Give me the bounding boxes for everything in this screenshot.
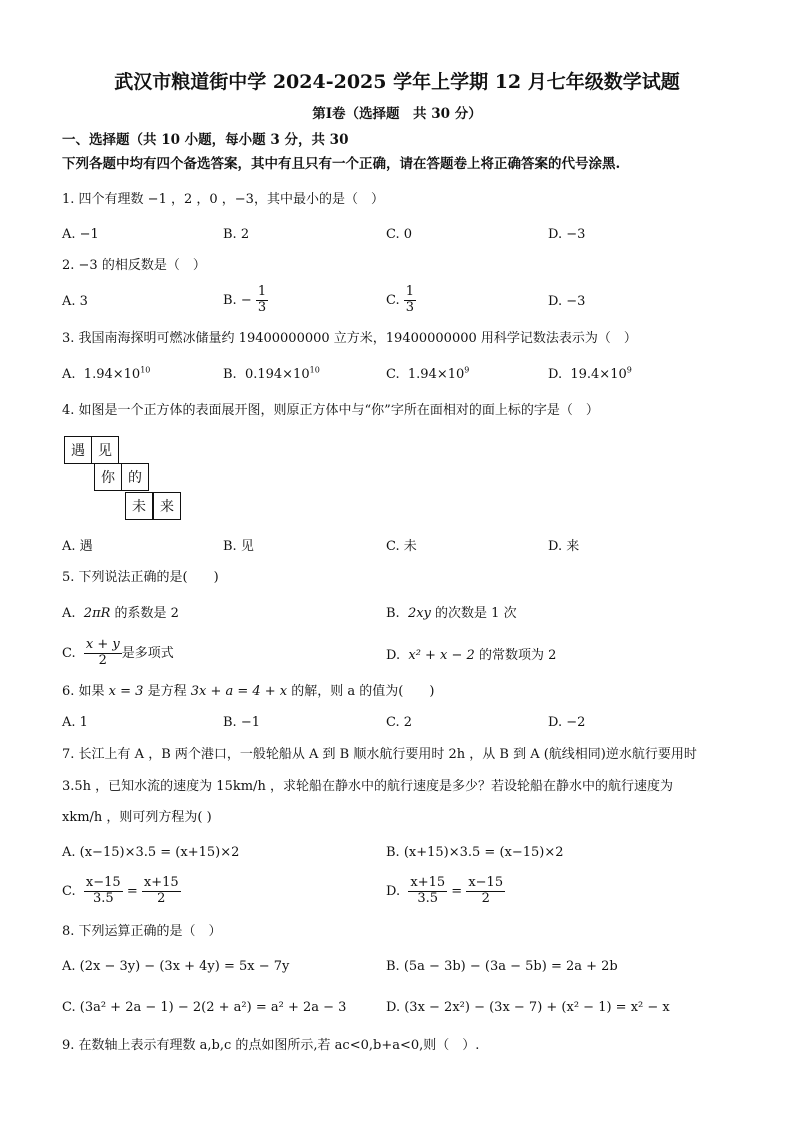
q2-option-d: D. −3: [548, 294, 586, 309]
q3-b-exp: 10: [309, 365, 320, 375]
q5-d-label: D.: [386, 648, 401, 663]
q4-option-b: B. 见: [223, 539, 254, 554]
fraction-numerator: x−15: [468, 875, 504, 890]
q3-b-label: B.: [223, 367, 237, 382]
q2-option-b: [223, 285, 268, 316]
q3-d-base: 19.4×10: [570, 367, 627, 382]
q4-option-c: C. 未: [386, 539, 417, 554]
page-title: 武汉市粮道街中学 2024-2025 学年上学期 12 月七年级数学试题: [114, 71, 680, 93]
q2-option-c-fraction: [404, 285, 416, 316]
fraction-denominator: 2: [98, 652, 107, 668]
question-2-stem: 2. −3 的相反数是（ ）: [62, 258, 206, 273]
cube-face-4: 的: [121, 463, 149, 491]
q7-d-fraction-left: [408, 876, 447, 907]
q7-c-fraction-right: [142, 876, 181, 907]
q1-stem-b: ，其中最小的是（ ）: [253, 192, 384, 207]
question-5-stem: 5. 下列说法正确的是( ): [62, 570, 219, 585]
section-heading: 一、选择题（共 10 小题，每小题 3 分，共 30: [62, 132, 349, 148]
q8-option-a: A. (2x − 3y) − (3x + 4y) = 5x − 7y: [62, 959, 290, 974]
q1-stem-a: 1. 四个有理数: [62, 192, 148, 207]
q5-c-label: C.: [62, 645, 76, 661]
q7-c-label: C.: [62, 883, 76, 899]
q8-option-b: B. (5a − 3b) − (3a − 5b) = 2a + 2b: [386, 959, 618, 974]
q3-a-label: A.: [62, 367, 76, 382]
q5-d-text: 的常数项为 2: [474, 648, 557, 663]
q3-d-label: D.: [548, 367, 563, 382]
q2-option-c: [386, 285, 416, 316]
q3-option-c: [386, 365, 470, 382]
q3-c-base: 1.94×10: [407, 367, 465, 382]
fraction-numerator: x + y: [85, 637, 120, 652]
q6-option-c: C. 2: [386, 715, 413, 730]
q5-option-a: [62, 607, 179, 620]
equals-sign: =: [451, 883, 463, 899]
question-7-line-2: 3.5h ，已知水流的速度为 15km/h ，求轮船在静水中的航行速度是多少？若设轮船在静水中的航行速度为: [62, 779, 673, 794]
q3-option-b: [223, 365, 320, 382]
q2-option-c-label: C.: [386, 292, 400, 308]
question-3-stem: 3. 我国南海探明可燃冰储量约 19400000000 立方米，19400000000 用科学记数法表示为（ ）: [62, 331, 637, 346]
q8-option-d: D. (3x − 2x²) − (3x − 7) + (x² − 1) = x² − x: [386, 1000, 670, 1015]
q6-option-a: A. 1: [62, 715, 88, 730]
q6-equation-2: 3x + a = 4 + x: [190, 684, 288, 699]
q3-b-base: 0.194×10: [244, 367, 310, 382]
q6-option-b: B. −1: [223, 715, 260, 730]
q3-option-d: [548, 365, 632, 382]
fraction-denominator: 3.5: [417, 890, 439, 906]
question-1-stem: [62, 193, 384, 206]
q7-d-label: D.: [386, 883, 401, 899]
q5-b-label: B.: [386, 606, 400, 621]
q4-option-a: A. 遇: [62, 539, 93, 554]
q5-a-expr: 2πR: [83, 606, 111, 621]
fraction-denominator: 3: [257, 299, 267, 315]
q5-a-text: 的系数是 2: [110, 606, 179, 621]
section-instruction: 下列各题中均有四个备选答案，其中有且只有一个正确，请在答题卷上将正确答案的代号涂黑.: [62, 156, 621, 172]
q7-d-fraction-right: [466, 876, 505, 907]
cube-net-figure: [64, 436, 189, 526]
q5-a-label: A.: [62, 606, 76, 621]
q6-equation-1: x = 3: [108, 684, 144, 699]
q7-option-d: [386, 876, 505, 907]
q3-c-exp: 9: [464, 365, 470, 375]
equals-sign: =: [126, 883, 138, 899]
q5-c-text: 是多项式: [121, 645, 174, 661]
q3-c-label: C.: [386, 367, 400, 382]
q2-option-b-fraction: [256, 285, 268, 316]
q1-option-a: A. −1: [62, 227, 99, 242]
fraction-denominator: 3.5: [92, 890, 114, 906]
fraction-numerator: x−15: [85, 875, 121, 890]
q6-option-d: D. −2: [548, 715, 586, 730]
q1-numbers: −1 ，2 ，0 ，−3: [147, 192, 254, 207]
fraction-denominator: 2: [481, 890, 490, 906]
q6-stem-b: 是方程: [143, 684, 191, 699]
q7-option-b: B. (x+15)×3.5 = (x−15)×2: [386, 845, 564, 860]
q5-c-fraction: [84, 638, 122, 669]
question-8-stem: 8. 下列运算正确的是（ ）: [62, 924, 222, 939]
cube-face-1: 遇: [64, 436, 92, 464]
cube-face-5: 未: [125, 492, 153, 520]
cube-face-2: 见: [91, 436, 119, 464]
fraction-denominator: 2: [157, 890, 166, 906]
q1-option-b: B. 2: [223, 227, 250, 242]
cube-face-6: 来: [153, 492, 181, 520]
fraction-numerator: 1: [405, 284, 415, 299]
q3-d-exp: 9: [626, 365, 632, 375]
q7-option-a: A. (x−15)×3.5 = (x+15)×2: [62, 845, 240, 860]
q2-option-a: A. 3: [62, 294, 88, 309]
question-9-stem: 9. 在数轴上表示有理数 a,b,c 的点如图所示,若 ac<0,b+a<0,则（ ）.: [62, 1038, 480, 1053]
fraction-denominator: 3: [405, 299, 415, 315]
q3-option-a: [62, 365, 151, 382]
section-subtitle: 第Ⅰ卷（选择题 共 30 分）: [312, 106, 482, 122]
q5-option-d: [386, 649, 556, 662]
question-6-stem: [62, 685, 434, 698]
q4-option-d: D. 来: [548, 539, 580, 554]
question-7-line-3: xkm/h ，则可列方程为( ): [62, 810, 212, 825]
q3-a-exp: 10: [140, 365, 151, 375]
cube-face-3: 你: [94, 463, 122, 491]
q6-stem-a: 6. 如果: [62, 684, 109, 699]
question-4-stem: 4. 如图是一个正方体的表面展开图，则原正方体中与“你”字所在面相对的面上标的字是（ ）: [62, 403, 599, 418]
fraction-numerator: x+15: [143, 875, 179, 890]
fraction-numerator: x+15: [410, 875, 446, 890]
question-7-line-1: 7. 长江上有 A ，B 两个港口，一般轮船从 A 到 B 顺水航行要用时 2h ，从 B 到 A (航线相同)逆水航行要用时: [62, 747, 697, 762]
q1-option-d: D. −3: [548, 227, 586, 242]
q2-option-b-label: B. −: [223, 292, 252, 308]
q5-d-expr: x² + x − 2: [408, 648, 475, 663]
q7-c-fraction-left: [84, 876, 123, 907]
q8-option-c: C. (3a² + 2a − 1) − 2(2 + a²) = a² + 2a − 3: [62, 1000, 347, 1015]
q5-option-c: [62, 638, 174, 669]
q7-option-c: [62, 876, 181, 907]
q3-a-base: 1.94×10: [83, 367, 141, 382]
q5-b-text: 的次数是 1 次: [430, 606, 517, 621]
q6-stem-c: 的解，则 a 的值为( ): [287, 684, 435, 699]
q1-option-c: C. 0: [386, 227, 413, 242]
q5-option-b: [386, 607, 517, 620]
q5-b-expr: 2xy: [407, 606, 431, 621]
fraction-numerator: 1: [257, 284, 267, 299]
